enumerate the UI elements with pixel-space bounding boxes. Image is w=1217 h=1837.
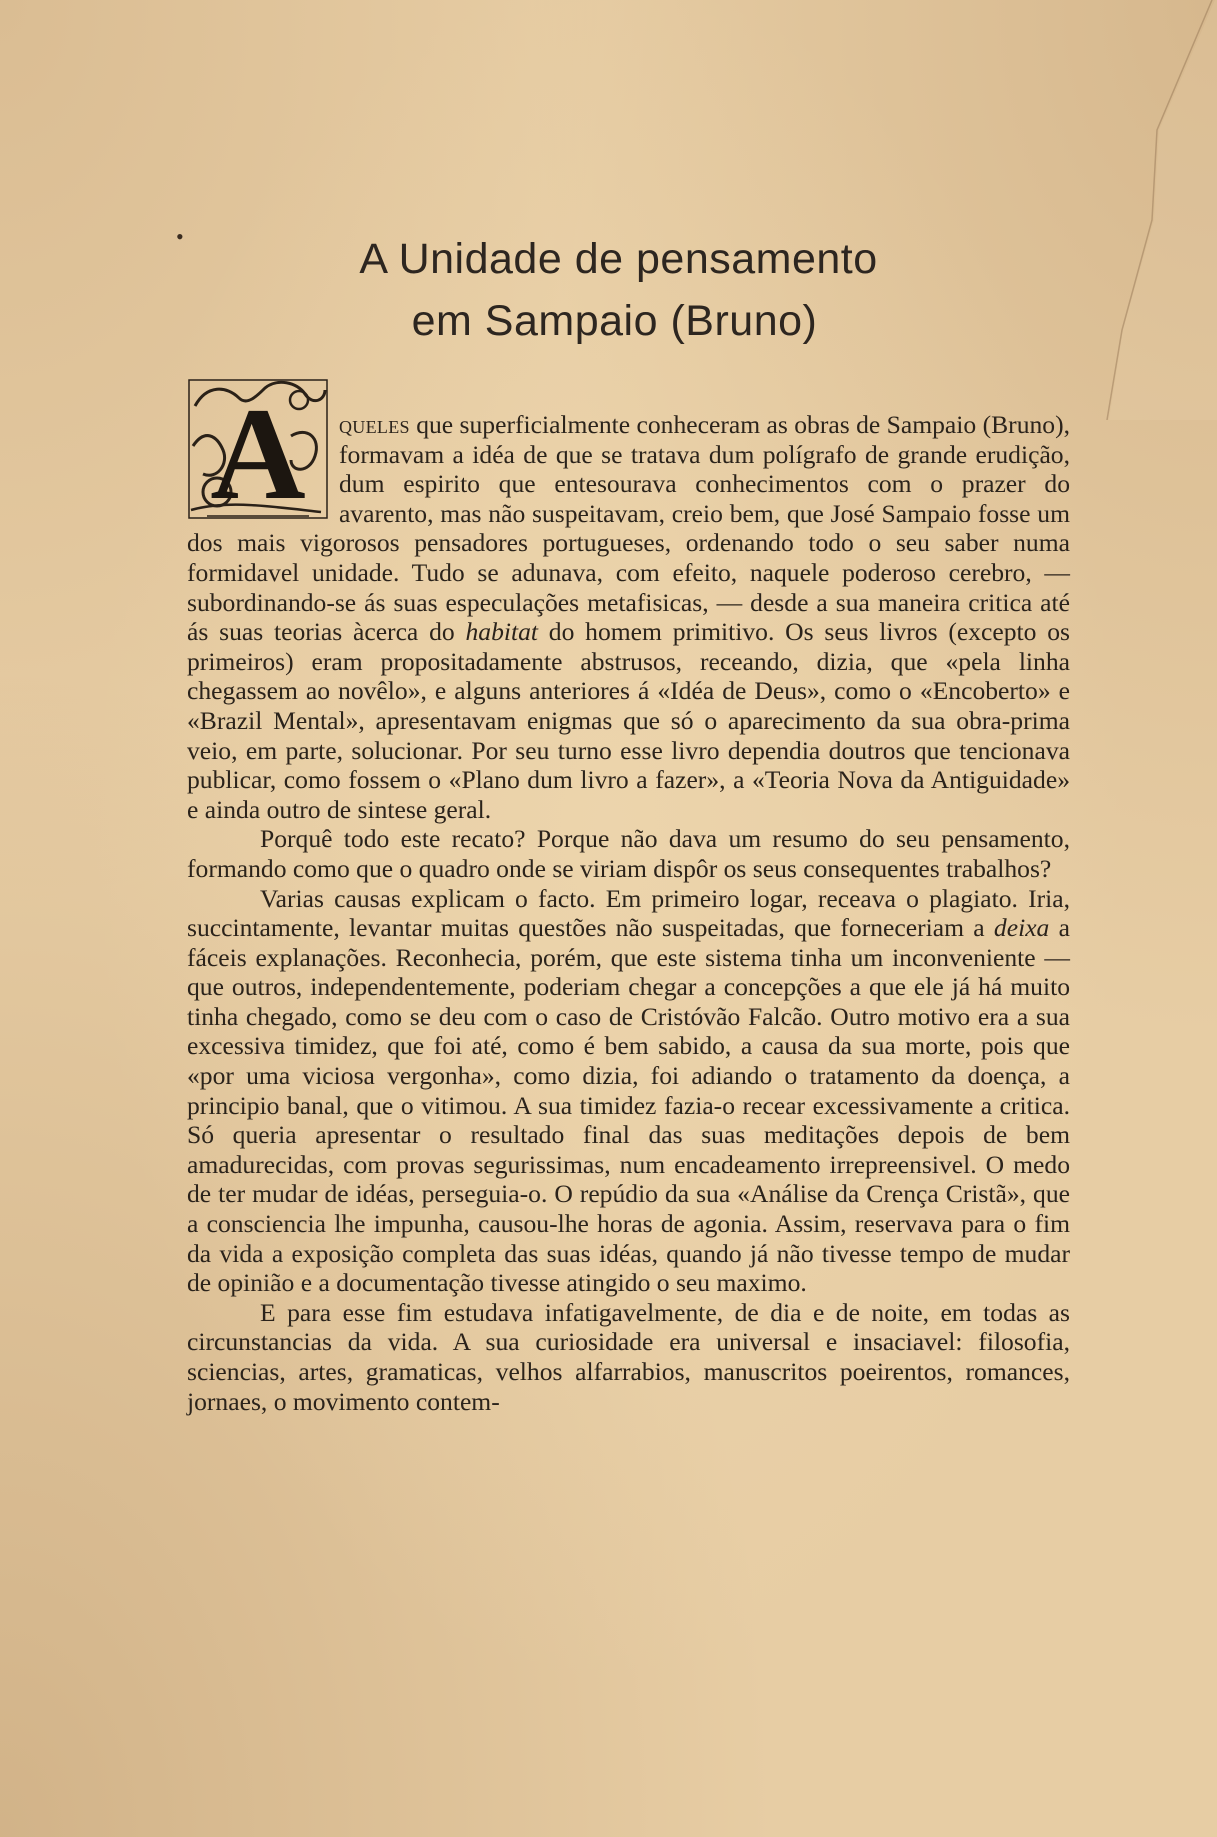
ornamental-dropcap: [187, 376, 329, 522]
paper-crease: [1037, 0, 1217, 420]
title-line-2: em Sampaio (Bruno): [411, 297, 818, 345]
italic-habitat: habitat: [465, 617, 538, 647]
dropcap-ornament-icon: [187, 376, 329, 522]
paragraph-3-text-b: a fáceis explanações. Reconhecia, porém, que este sistema tinha um inconveniente — que outros, independentemente, poderiam chegar a concepções a que ele já há muito tinha chegado, como se deu com o caso de Cristóvão Falcão. Outro motivo era a sua excessiva timidez, que foi até, como é bem sabido, a causa da sua morte, pois que «por uma viciosa vergonha», como dizia, foi adiando o tratamento da doença, a principio banal, que o vitimou. A sua timidez fazia-o recear excessivamente a critica. Só queria apresentar o resultado final das suas meditações depois de bem amadurecidas, com provas segurissimas, num encadeamento irrepreensivel. O medo de ter mudar de idéas, perseguia-o. O repúdio da sua «Análise da Crença Cristã», que a consciencia lhe impunha, causou-lhe horas de agonia. Assim, reservava para o fim da vida a exposição completa das suas idéas, quando já não tivesse tempo de mudar de opinião e a documentação tivesse atingido o seu maximo.: [187, 913, 1070, 1298]
paragraph-1-text-b: do homem primitivo. Os seus livros (excepto os primeiros) eram propositadamente abstrusos, receando, dizia, que «pela linha chegassem ao novêlo», e alguns anteriores á «Idéa de Deus», como o «Encoberto» e «Brazil Mental», apresentavam enigmas que só o aparecimento da sua obra-prima veio, em parte, solucionar. Por seu turno esse livro dependia doutros que tencionava publicar, como fossem o «Plano dum livro a fazer», a «Teoria Nova da Antiguidade» e ainda outro de sintese geral.: [187, 617, 1070, 824]
dropcap-letter: A: [210, 380, 306, 522]
title-line-1: A Unidade de pensamento: [359, 235, 878, 283]
paragraph-1-text-a: que superficialmente conheceram as obras de Sampaio (Bruno), formavam a idéa de que se tratava dum polígrafo de grande erudição, dum espirito que entesourava conhecimentos com o prazer do avarento, mas não suspeitavam, creio bem, que José Sampaio fosse um dos mais vigorosos pensadores portugueses, ordenando todo o seu saber numa formidavel unidade. Tudo se adunava, com efeito, naquele poderoso cerebro, — subordinando-se ás suas especulações metafisicas, — desde a sua maneira critica até ás suas teorias àcerca do: [187, 410, 1071, 647]
paragraph-3-text-a: Varias causas explicam o facto. Em primeiro logar, receava o plagiato. Iria, succintamente, levantar muitas questões não suspeitadas, que forneceriam a: [187, 883, 1070, 943]
ink-speck: •: [176, 224, 184, 249]
italic-deixa: deixa: [993, 913, 1050, 943]
paragraph-3: [187, 884, 1070, 1298]
paragraph-2: Porquê todo este recato? Porque não dava um resumo do seu pensamento, formando como que o quadro onde se viriam dispôr os seus consequentes trabalhos?: [187, 824, 1070, 883]
article-body: [187, 380, 1071, 1416]
article-title: [0, 228, 1217, 352]
paragraph-1: [187, 380, 1071, 824]
paragraph-4: E para esse fim estudava infatigavelmente, de dia e de noite, em todas as circunstancias da vida. A sua curiosidade era universal e insaciavel: filosofia, sciencias, artes, gramaticas, velhos alfarrabios, manuscritos poeirentos, romances, jornaes, o movimento contem-: [187, 1297, 1070, 1416]
lead-word: queles: [339, 410, 410, 439]
